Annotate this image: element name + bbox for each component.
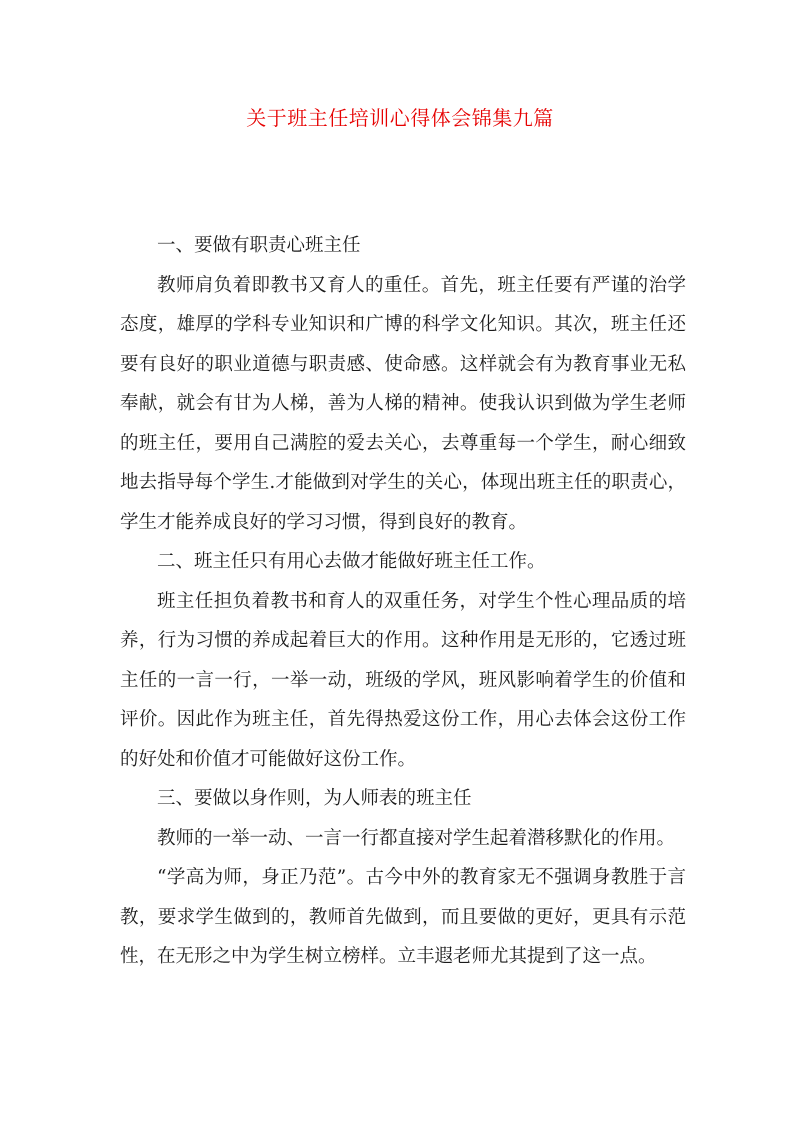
body-paragraph-4: “学高为师，身正乃范”。古今中外的教育家无不强调身教胜于言教，要求学生做到的，教师首先做到，而且要做的更好，更具有示范性，在无形之中为学生树立榜样。立丰遐老师尤其提到了这一点。 (120, 867, 686, 967)
body-paragraph-1: 教师肩负着即教书又育人的重任。首先，班主任要有严谨的治学态度，雄厚的学科专业知识和广博的科学文化知识。其次，班主任还要有良好的职业道德与职责感、使命感。这样就会有为教育事业无私奉献，就会有甘为人梯，善为人梯的精神。使我认识到做为学生老师的班主任，要用自己满腔的爱去关心，去尊重每一个学生，耐心细致地去指导每个学生.才能做到对学生的关心，体现出班主任的职责心，学生才能养成良好的学习习惯，得到良好的教育。 (120, 274, 686, 533)
body-paragraph-3: 教师的一举一动、一言一行都直接对学生起着潜移默化的作用。 (157, 827, 676, 849)
section-heading-3: 三、要做以身作则，为人师表的班主任 (157, 788, 472, 809)
document-body (120, 226, 686, 977)
body-paragraph-2: 班主任担负着教书和育人的双重任务，对学生个性心理品质的培养，行为习惯的养成起着巨大的作用。这种作用是无形的，它透过班主任的一言一行，一举一动，班级的学风，班风影响着学生的价值和评价。因此作为班主任，首先得热爱这份工作，用心去体会这份工作的好处和价值才可能做好这份工作。 (120, 590, 686, 770)
document-title: 关于班主任培训心得体会锦集九篇 (246, 106, 554, 130)
section-heading-2: 二、班主任只有用心去做才能做好班主任工作。 (157, 551, 546, 572)
section-heading-1: 一、要做有职责心班主任 (157, 235, 361, 256)
